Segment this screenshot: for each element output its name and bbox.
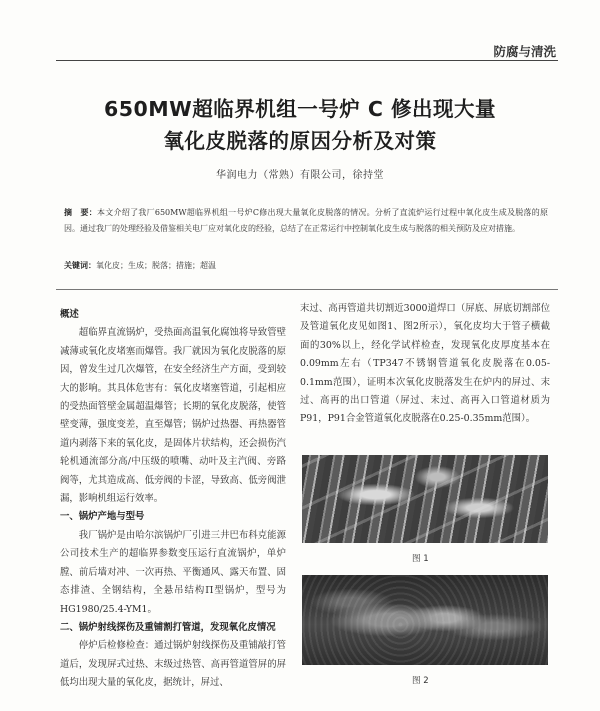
right-column [300,300,550,429]
article-title [0,93,600,157]
author-affiliation: 华润电力（常熟）有限公司，徐持堂 [216,170,384,181]
heading-boiler-origin: 一、锅炉产地与型号 [60,511,145,523]
keywords-label: 关键词： [64,261,96,270]
heading-boiler-inspection: 二、锅炉射线探伤及重铺割打管道，发现氧化皮情况 [60,621,276,633]
left-column [60,306,286,693]
heading-overview: 概述 [60,309,79,320]
paragraph-oxide-findings: 末过、高再管道共切割近3000道焊口（屏底、屏底切割部位及管道氧化皮见如图1、图2所示），氧化皮均大于管子横截面的30%以上，经化学试样检查，发现氧化皮厚度基本在0.09mm左右（TP347不锈钢管道氧化皮脱落在0.05-0.1mm范围），证明本次氧化皮脱落发生在炉内的屏过、末过、高再的出口管道（屏过、末过、高再入口管道材质为P91，P91合金管道氧化皮脱落在0.25-0.35mm范围）。 [300,303,550,425]
abstract [64,205,548,237]
section-divider [56,289,558,290]
keywords [64,258,548,274]
abstract-text: 本文介绍了我厂650MW超临界机组一号炉C修出现大量氧化皮脱落的情况。分析了直流炉运行过程中氧化皮生成及脱落的原因。通过我厂的处理经验及借鉴相关电厂应对氧化皮的经验，总结了在正常运行中控制氧化皮生成与脱落的相关预防及应对措施。 [64,208,549,233]
paragraph-overview: 超临界直流锅炉，受热面高温氧化腐蚀将导致管壁减薄或氧化皮堵塞而爆管。我厂就因为氧化皮脱落的原因，曾发生过几次爆管，在安全经济生产方面，受到较大的影响。其具体危害有：氧化皮堵塞管道，引起相应的受热面管壁金属超温爆管；长期的氧化皮脱落，使管壁变薄，强度变差，直至爆管；锅炉过热器、再热器管道内剥落下来的氧化皮，是固体片状结构，还会损伤汽轮机通流部分高/中压级的喷嘴、动叶及主汽阀、旁路阀等，尤其造成高、低旁阀的卡涩，导致高、低旁阀泄漏，影响机组运行效率。 [60,327,286,505]
figure-2-caption: 图 2 [412,676,429,686]
abstract-label: 摘 要： [64,208,98,217]
article-title-line-2: 氧化皮脱落的原因分析及对策 [163,129,437,153]
keywords-text: 氧化皮；生成；脱落；措施；超温 [96,261,216,270]
header-rule [56,60,558,61]
article-title-line-1: 650MW超临界机组一号炉 C 修出现大量 [103,97,497,121]
figure-2-photo [302,575,548,665]
figure-1-caption: 图 1 [412,554,429,564]
paragraph-boiler-origin: 我厂锅炉是由哈尔滨锅炉厂引进三井巴布科克能源公司技术生产的超临界参数变压运行直流锅炉，单炉膛、前后墙对冲、一次再热、平衡通风、露天布置、固态排渣、全钢结构，全悬吊结构Π型锅炉，型号为HG1980/25.4-YM1。 [60,529,286,615]
figure-1-photo [302,455,548,543]
journal-section-label: 防腐与清洗 [493,44,556,59]
paragraph-boiler-inspection: 停炉后检修检查：通过锅炉射线探伤及重铺敲打管道后，发现屏式过热、末级过热管、高再管道管屏的屏低均出现大量的氧化皮，据统计，屏过、 [60,640,286,689]
